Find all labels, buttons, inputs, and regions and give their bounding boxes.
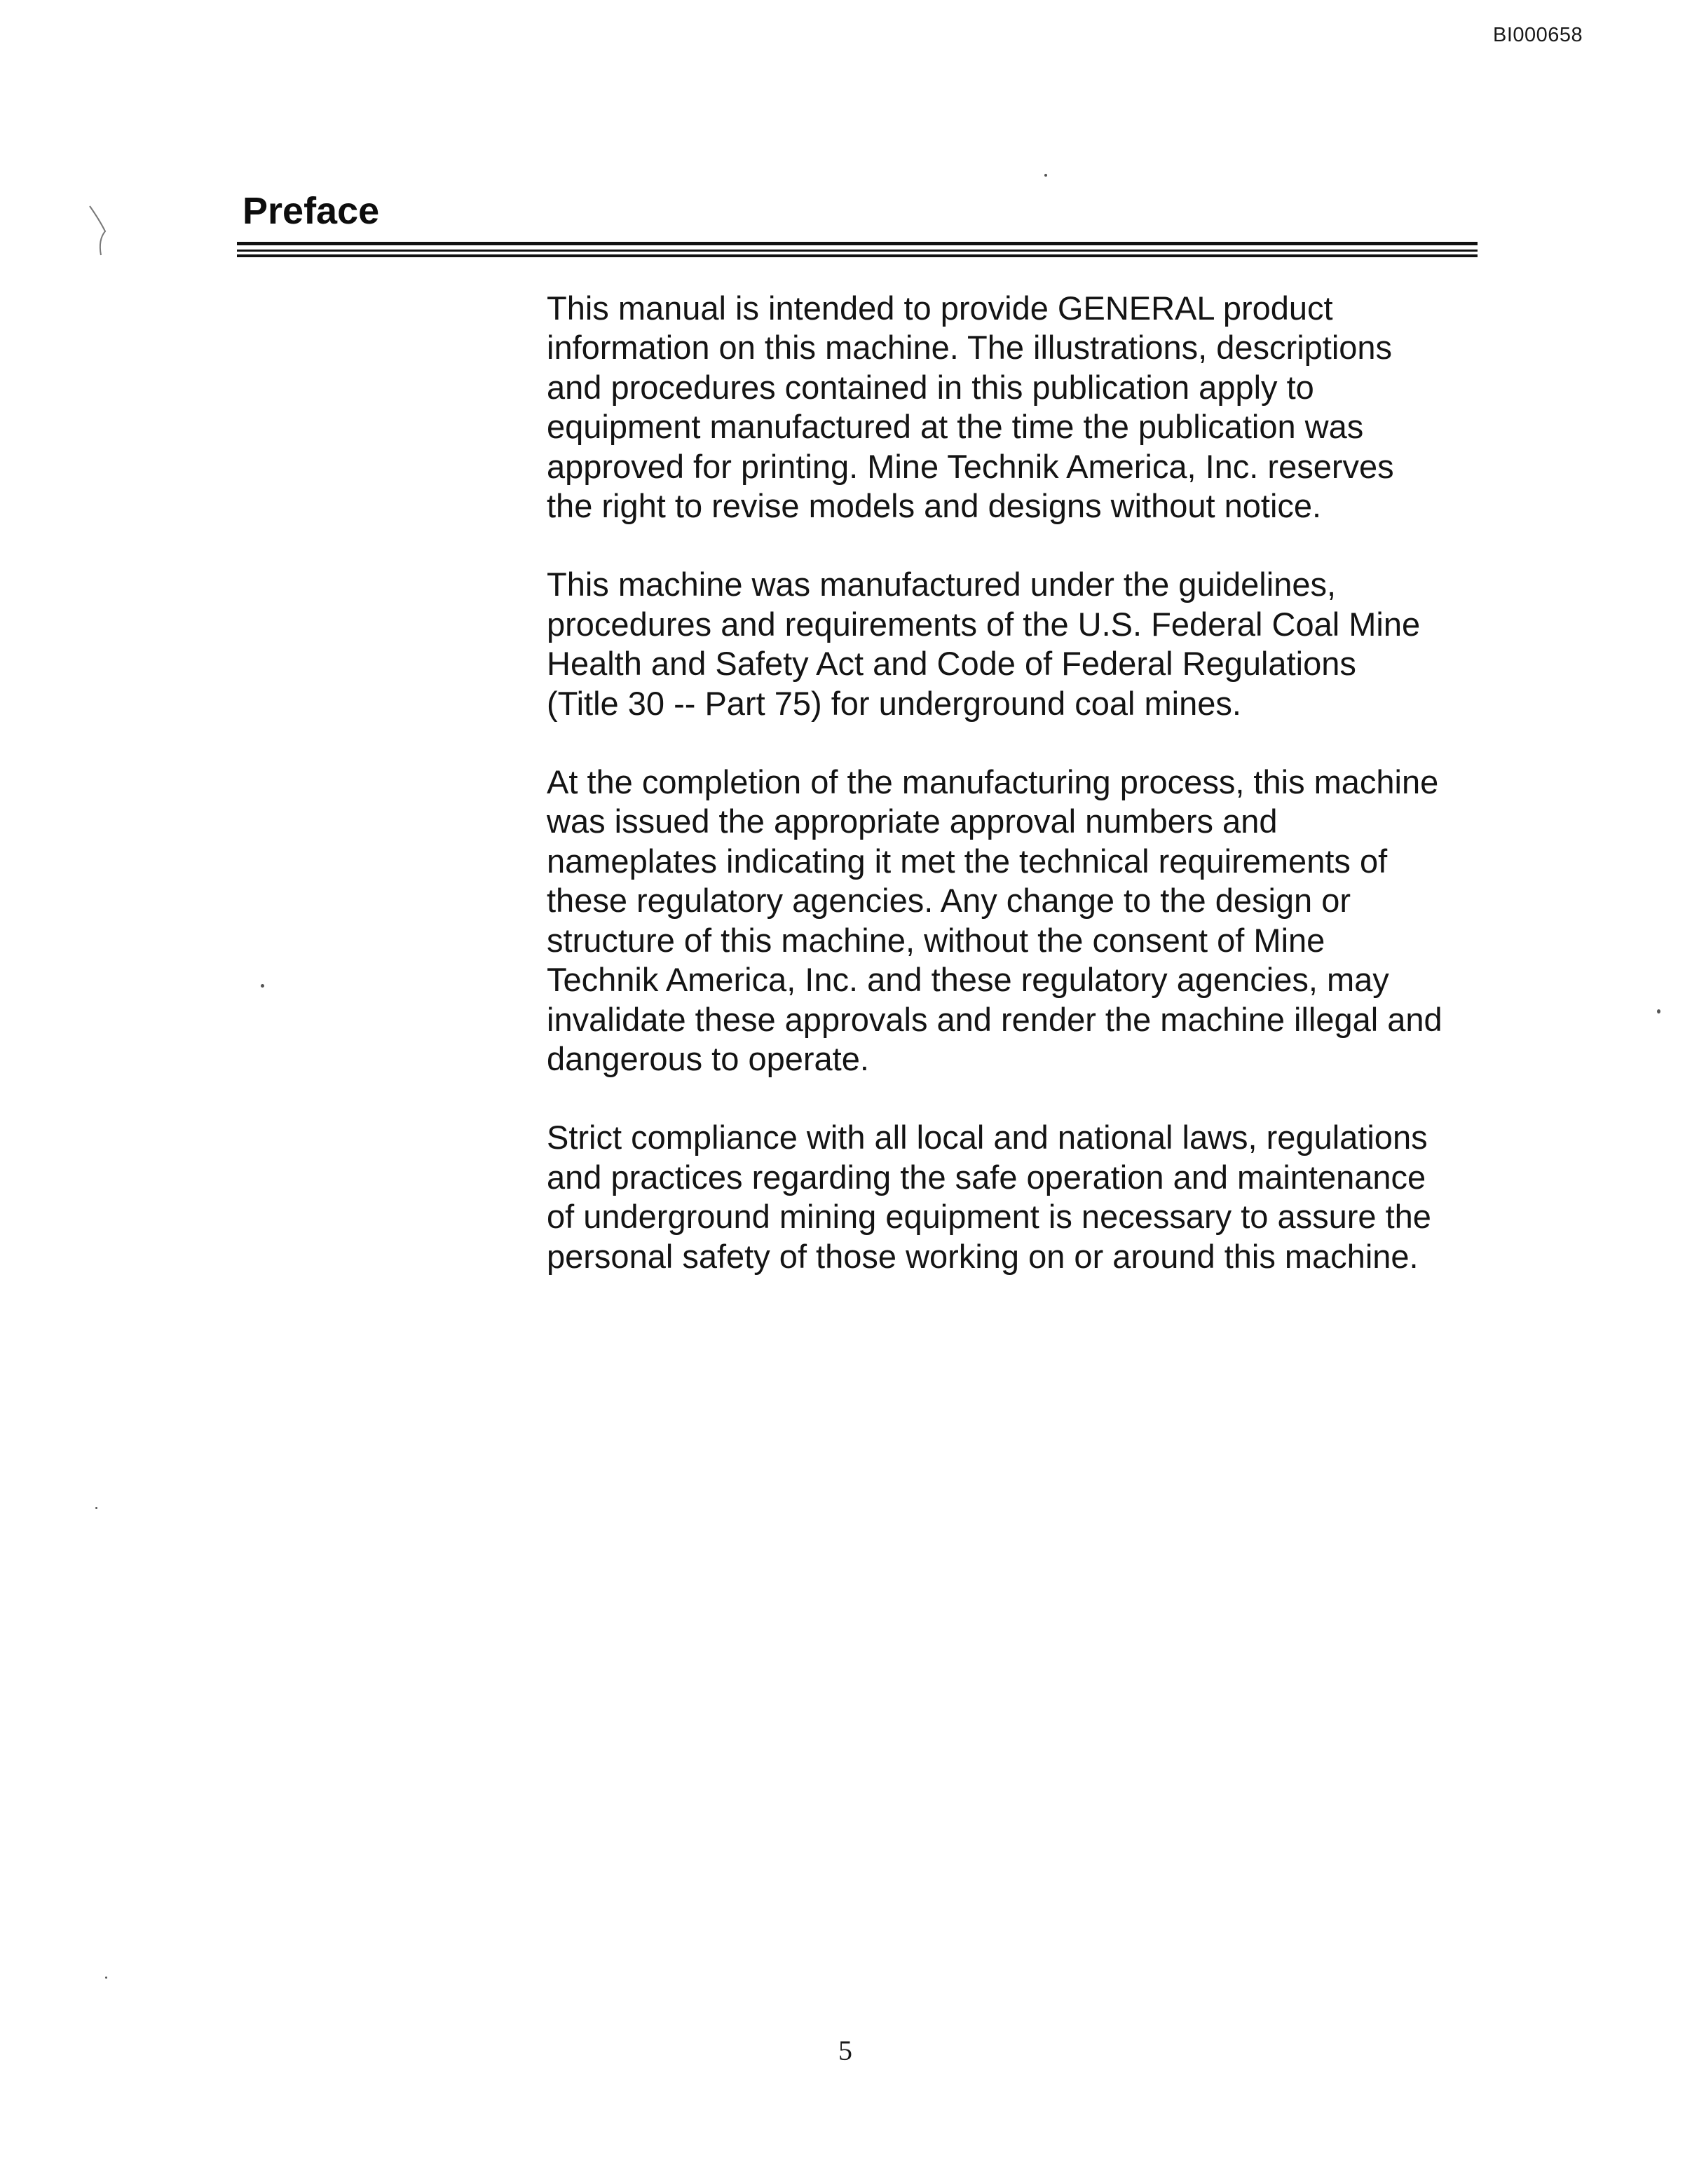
scan-margin-mark: [84, 203, 112, 259]
scan-speck: [105, 1977, 107, 1979]
text-line: structure of this machine, without the consent of Mine: [547, 921, 1325, 959]
paragraph-4: [547, 1118, 1479, 1276]
text-line: these regulatory agencies. Any change to the design or: [547, 882, 1351, 920]
text-line: At the completion of the manufacturing process, this machine: [547, 763, 1439, 801]
text-line: equipment manufactured at the time the publication was: [547, 408, 1364, 446]
text-line: procedures and requirements of the U.S. Federal Coal Mine: [547, 605, 1421, 643]
text-line: nameplates indicating it met the technical requirements of: [547, 842, 1388, 880]
text-line: (Title 30 -- Part 75) for underground coal mines.: [547, 684, 1241, 722]
heading-rule-top: [237, 242, 1478, 245]
paragraph-2: [547, 565, 1479, 723]
paragraph-3: [547, 763, 1479, 1079]
text-line: Technik America, Inc. and these regulatory agencies, may: [547, 961, 1389, 999]
text-line: information on this machine. The illustrations, descriptions: [547, 329, 1393, 367]
paragraph-1: [547, 289, 1479, 526]
text-line: This machine was manufactured under the guidelines,: [547, 566, 1337, 603]
text-line: and practices regarding the safe operation and maintenance: [547, 1158, 1426, 1196]
text-line: the right to revise models and designs without notice.: [547, 487, 1322, 525]
text-line: was issued the appropriate approval numbers and: [547, 803, 1278, 840]
scan-speck: [1657, 1009, 1660, 1013]
text-line: Strict compliance with all local and national laws, regulations: [547, 1119, 1428, 1156]
text-line: This manual is intended to provide GENERAL product: [547, 289, 1333, 327]
scan-speck: [95, 1507, 97, 1509]
preface-body: [547, 289, 1479, 1316]
text-line: invalidate these approvals and render the machine illegal and: [547, 1000, 1442, 1038]
scan-speck: [1044, 174, 1047, 177]
page-title: Preface: [243, 190, 380, 232]
text-line: personal safety of those working on or around this machine.: [547, 1237, 1419, 1275]
text-line: dangerous to operate.: [547, 1039, 869, 1077]
bates-number: BI000658: [1493, 24, 1583, 46]
text-line: of underground mining equipment is necessary to assure the: [547, 1198, 1431, 1236]
heading-rule-middle: [237, 250, 1478, 252]
scan-speck: [261, 984, 264, 988]
heading-rule-bottom: [237, 254, 1478, 257]
page-number: 5: [838, 2035, 852, 2066]
text-line: Health and Safety Act and Code of Federal Regulations: [547, 645, 1356, 683]
text-line: and procedures contained in this publication apply to: [547, 368, 1314, 406]
text-line: approved for printing. Mine Technik America, Inc. reserves: [547, 447, 1394, 485]
